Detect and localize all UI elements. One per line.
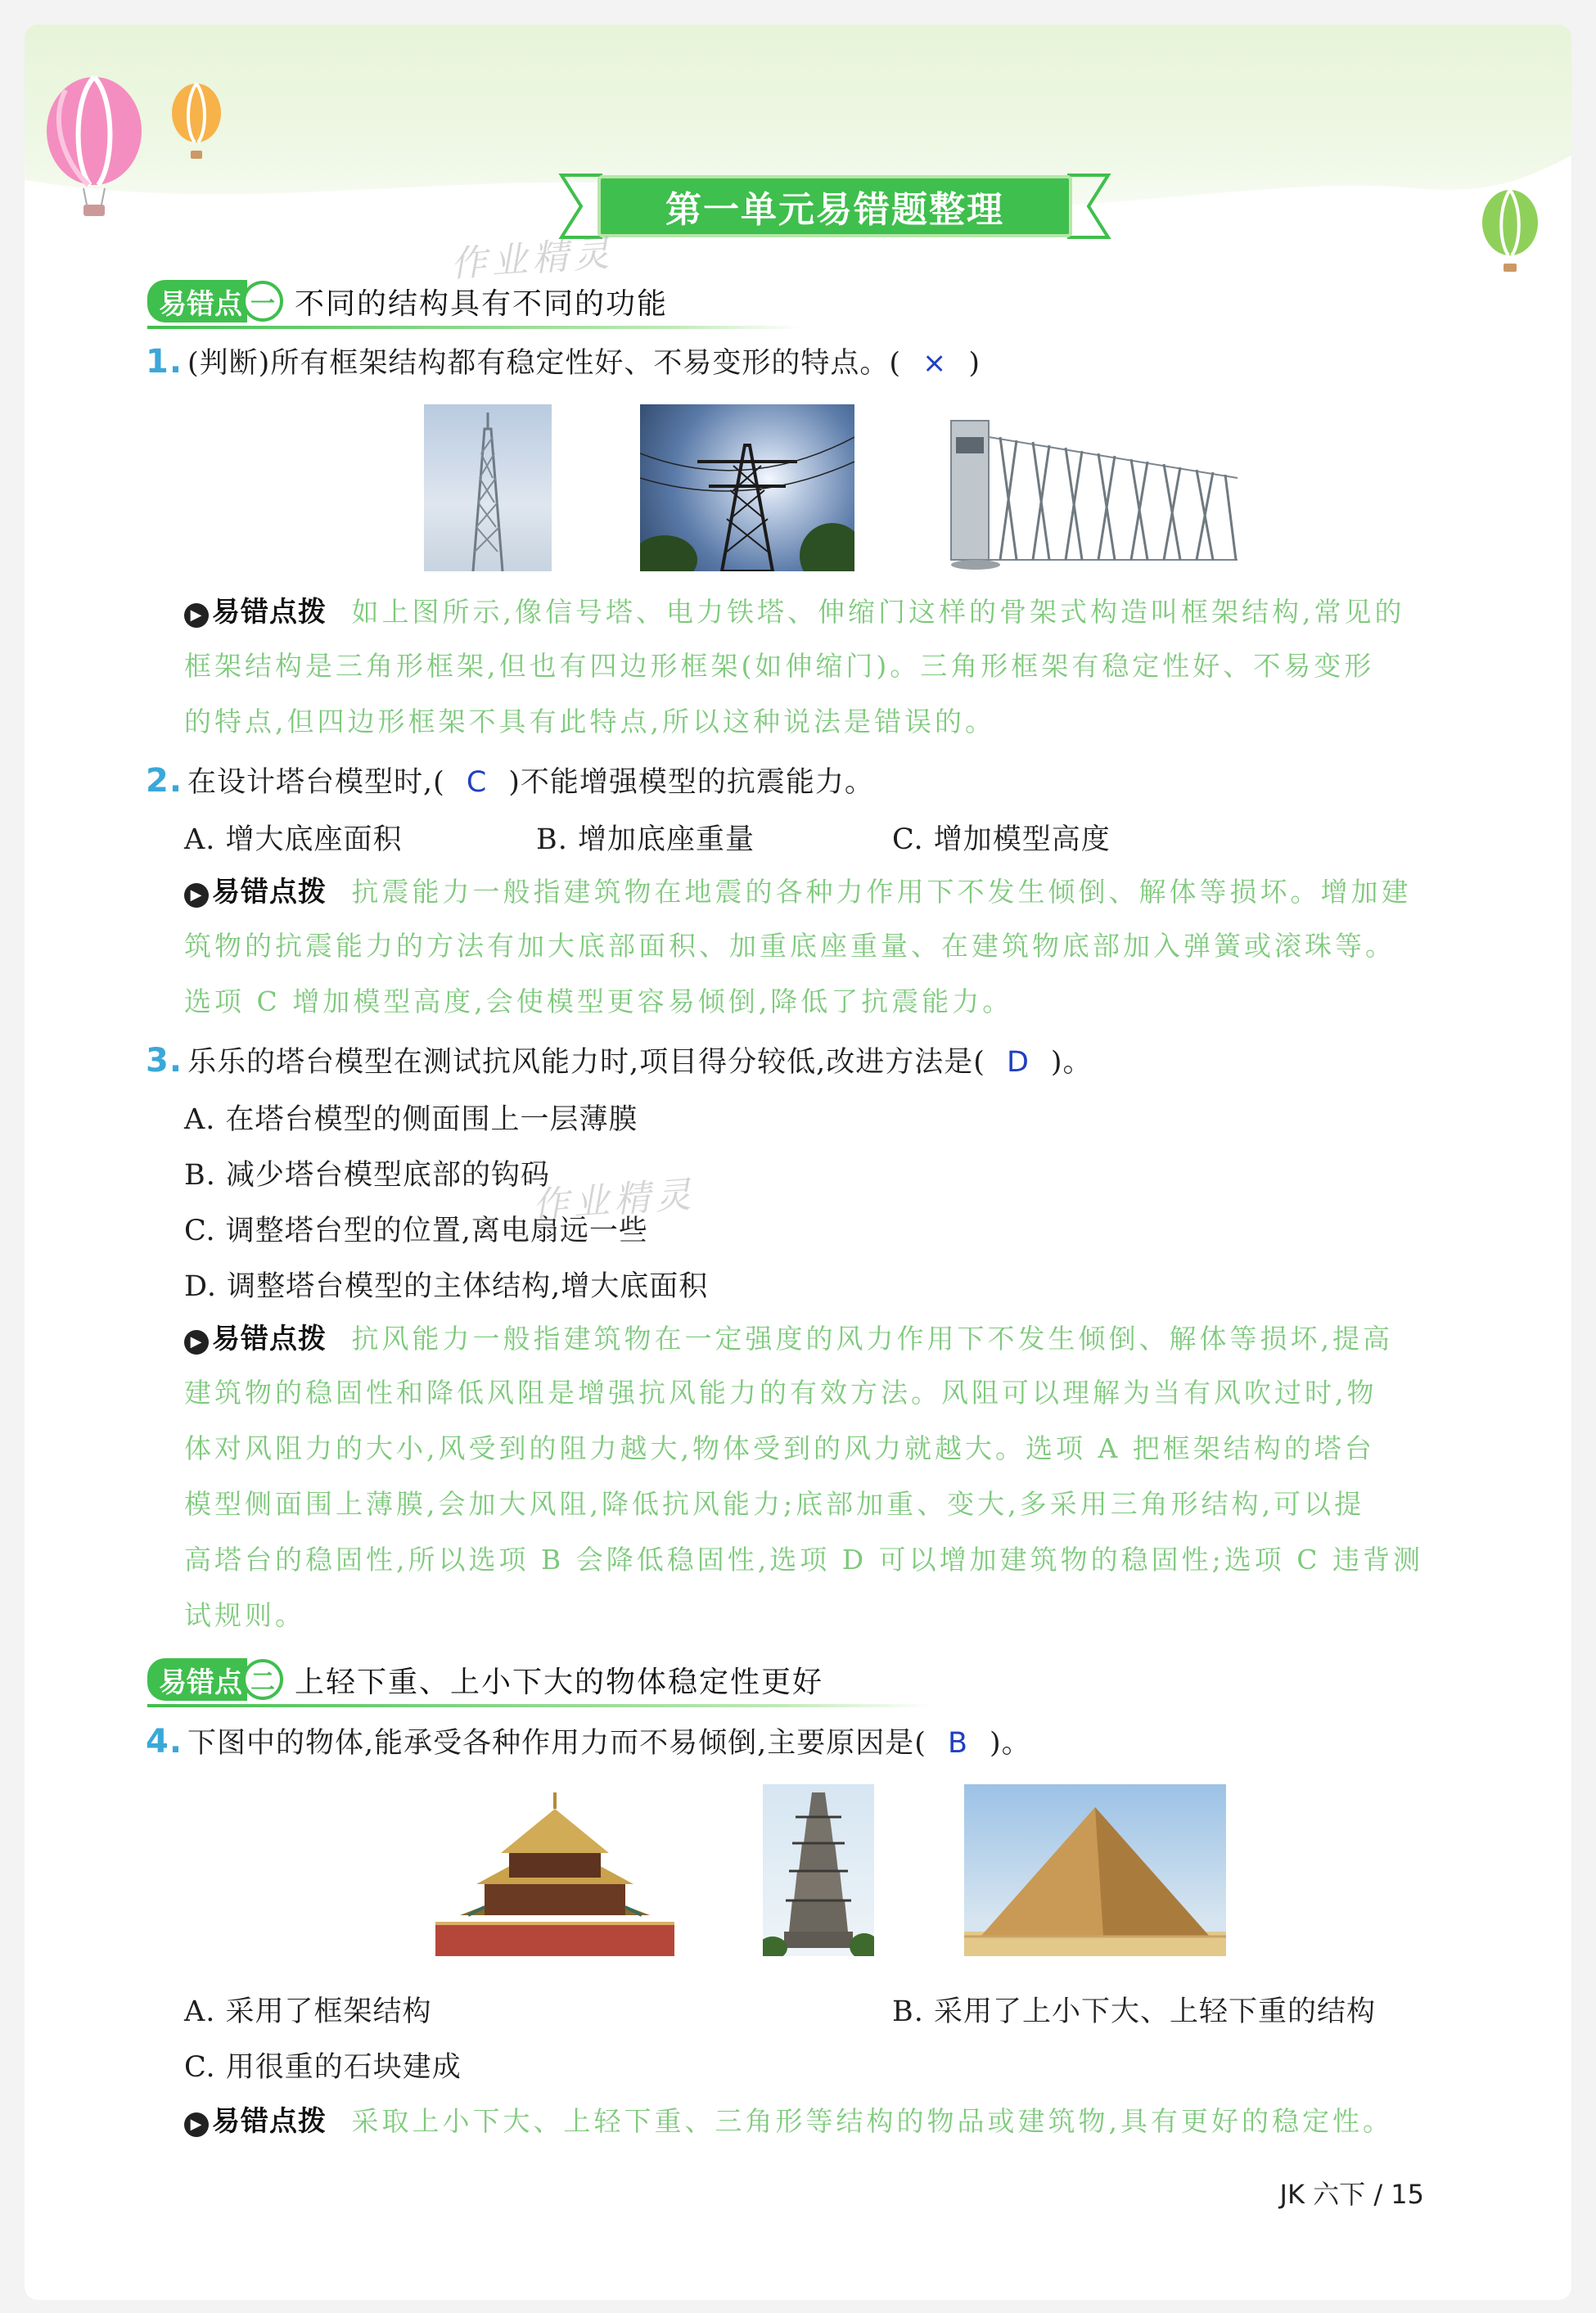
answer-4: B (947, 1727, 968, 1760)
tip-2-line-3: 选项 C 增加模型高度,会使模型更容易倾倒,降低了抗震能力。 (184, 985, 1013, 1017)
section-number: 一 (242, 281, 283, 322)
section-title: 上轻下重、上小下大的物体稳定性更好 (295, 1665, 824, 1699)
question-4: 4. 下图中的物体,能承受各种作用力而不易倾倒,主要原因是( B )。 (146, 1723, 1031, 1761)
q2-option-b: B. 增加底座重量 (536, 823, 755, 856)
section-tag: 易错点 (147, 280, 247, 322)
page-number: JK 六下 / 15 (1279, 2179, 1424, 2210)
tip-label: ▶ 易错点拨 (184, 2105, 327, 2138)
tip-label: ▶ 易错点拨 (184, 596, 327, 629)
answer-3: D (1006, 1046, 1030, 1079)
power-pylon-photo (640, 404, 854, 571)
q3-option-d: D. 调整塔台模型的主体结构,增大底面积 (184, 1270, 709, 1303)
q3-option-a: A. 在塔台模型的侧面围上一层薄膜 (184, 1103, 638, 1136)
q3-option-b: B. 减少塔台模型底部的钩码 (184, 1159, 550, 1192)
answer-2: C (466, 766, 488, 799)
play-icon: ▶ (184, 603, 209, 628)
section-number: 二 (242, 1659, 283, 1700)
tip-3-line-1: ▶ 易错点拨 抗风能力一般指建筑物在一定强度的风力作用下不发生倾倒、解体等损坏,提高 (184, 1316, 1393, 1356)
tip-label: ▶ 易错点拨 (184, 1323, 327, 1355)
play-icon: ▶ (184, 1330, 209, 1355)
q2-option-c: C. 增加模型高度 (892, 823, 1111, 856)
pagoda-photo (763, 1784, 874, 1956)
answer-1: × (922, 347, 948, 380)
tip-3-line-3: 体对风阻力的大小,风受到的阻力越大,物体受到的风力就越大。选项 A 把框架结构的塔台 (184, 1432, 1375, 1464)
q3-option-c: C. 调整塔台型的位置,离电扇远一些 (184, 1215, 648, 1247)
page-title-banner (557, 164, 1113, 254)
q4-option-a: A. 采用了框架结构 (184, 1995, 432, 2028)
palace-tower-photo (435, 1784, 674, 1956)
tip-1-line-2: 框架结构是三角形框架,但也有四边形框架(如伸缩门)。三角形框架有稳定性好、不易变形 (184, 650, 1375, 682)
question-3: 3. 乐乐的塔台模型在测试抗风能力时,项目得分较低,改进方法是( D )。 (146, 1042, 1093, 1080)
watermark: 作业精灵 (530, 1174, 697, 1227)
section-heading-2 (147, 1658, 823, 1701)
q2-option-a: A. 增大底座面积 (184, 823, 403, 856)
tip-3-line-5: 高塔台的稳固性,所以选项 B 会降低稳固性,选项 D 可以增加建筑物的稳固性;选项 C 违背测 (184, 1544, 1423, 1576)
play-icon: ▶ (184, 2112, 209, 2137)
section-underline (147, 326, 802, 329)
page-title: 第一单元易错题整理 (665, 189, 1004, 231)
pyramid-photo (964, 1784, 1226, 1956)
tip-3-line-6: 试规则。 (184, 1599, 305, 1631)
retractable-gate-photo (943, 404, 1244, 571)
tip-1-line-1: ▶ 易错点拨 如上图所示,像信号塔、电力铁塔、伸缩门这样的骨架式构造叫框架结构,常见的 (184, 589, 1404, 629)
watermark: 作业精灵 (449, 232, 615, 286)
hot-air-balloon-pink-icon (41, 74, 147, 229)
section-underline (147, 1704, 933, 1707)
tip-label: ▶ 易错点拨 (184, 876, 327, 909)
page (25, 25, 1571, 2300)
section-heading-1 (147, 280, 668, 322)
hot-air-balloon-green-icon (1477, 188, 1543, 286)
q4-option-c: C. 用很重的石块建成 (184, 2051, 462, 2084)
play-icon: ▶ (184, 883, 209, 908)
tip-4-line-1: ▶ 易错点拨 采取上小下大、上轻下重、三角形等结构的物品或建筑物,具有更好的稳定性。 (184, 2099, 1393, 2139)
hot-air-balloon-orange-icon (168, 82, 225, 172)
tip-2-line-1: ▶ 易错点拨 抗震能力一般指建筑物在地震的各种力作用下不发生倾倒、解体等损坏。增加建 (184, 869, 1412, 909)
section-title: 不同的结构具有不同的功能 (295, 286, 669, 321)
signal-tower-photo (424, 404, 552, 571)
section-tag: 易错点 (147, 1658, 247, 1701)
tip-1-line-3: 的特点,但四边形框架不具有此特点,所以这种说法是错误的。 (184, 706, 995, 737)
tip-3-line-4: 模型侧面围上薄膜,会加大风阻,降低抗风能力;底部加重、变大,多采用三角形结构,可以提 (184, 1488, 1365, 1520)
q4-option-b: B. 采用了上小下大、上轻下重的结构 (892, 1995, 1376, 2028)
tip-3-line-2: 建筑物的稳固性和降低风阻是增强抗风能力的有效方法。风阻可以理解为当有风吹过时,物 (184, 1377, 1377, 1409)
tip-2-line-2: 筑物的抗震能力的方法有加大底部面积、加重底座重量、在建筑物底部加入弹簧或滚珠等。 (184, 930, 1395, 962)
question-1: 1. (判断)所有框架结构都有稳定性好、不易变形的特点。( × ) (146, 343, 981, 381)
question-2: 2. 在设计塔台模型时,( C )不能增强模型的抗震能力。 (146, 762, 874, 800)
